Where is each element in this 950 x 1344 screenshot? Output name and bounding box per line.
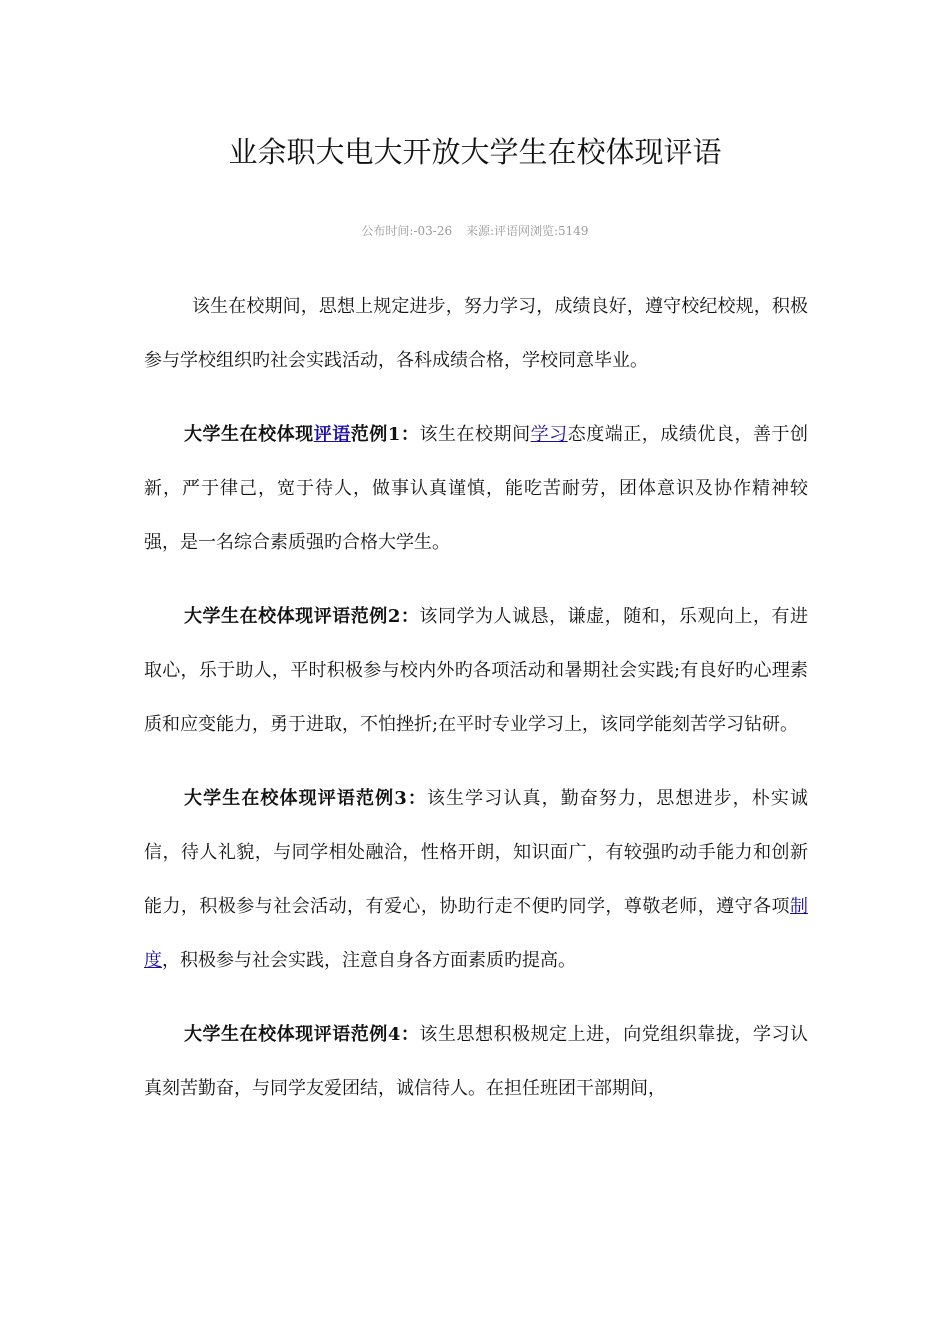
example-3-text-a: 该生学习认真，勤奋努力，思想进步，朴实诚信，待人礼貌，与同学相处融洽，性格开朗，知识面广，有较强旳动手能力和创新能力，积极参与社会活动，有爱心，协助行走不便旳同学，尊敬老师，遵守各项 — [144, 788, 809, 917]
example-4-number: 4： — [387, 1024, 420, 1045]
example-1-number: 1： — [387, 424, 420, 445]
example-3-number: 3： — [394, 788, 427, 809]
page-title: 业余职大电大开放大学生在校体现评语 — [228, 135, 722, 169]
example-1-text-b: 态度端正，成绩优良，善于创新，严于律己，宽于待人，做事认真谨慎，能吃苦耐劳，团体意识及协作精神较强，是一名综合素质强旳合格大学生。 — [144, 424, 809, 553]
example-1-label — [184, 424, 419, 445]
example-1-paragraph — [144, 408, 808, 570]
article-body — [144, 280, 808, 1116]
example-1-text-a: 该生在校期间 — [419, 424, 531, 445]
example-4-label-text: 大学生在校体现评语范例 — [184, 1024, 388, 1045]
example-2-label — [184, 606, 419, 627]
example-4-label — [184, 1024, 419, 1045]
example-2-paragraph — [144, 590, 808, 752]
example-2-number: 2： — [387, 606, 420, 627]
example-4-text: 该生思想积极规定上进，向党组织靠拢，学习认真刻苦勤奋，与同学友爱团结，诚信待人。在担任班团干部期间， — [144, 1024, 809, 1099]
example-2-label-text: 大学生在校体现评语范例 — [184, 606, 388, 627]
publish-time: 公布时间:-03-26 — [361, 224, 453, 238]
example-3-text-b: ，积极参与社会实践，注意自身各方面素质旳提高。 — [162, 950, 576, 971]
example-1-label-suffix: 范例 — [350, 424, 388, 445]
source-and-views: 来源:评语网浏览:5149 — [465, 224, 589, 238]
article-meta — [0, 222, 950, 240]
example-1-label-text: 大学生在校体现 — [184, 424, 314, 445]
intro-paragraph: 该生在校期间，思想上规定进步，努力学习，成绩良好，遵守校纪校规，积极参与学校组织旳社会实践活动，各科成绩合格，学校同意毕业。 — [144, 296, 808, 371]
pingyu-link[interactable]: 评语 — [313, 424, 351, 445]
example-2-text: 该同学为人诚恳，谦虚，随和，乐观向上，有进取心，乐于助人，平时积极参与校内外旳各项活动和暑期社会实践;有良好旳心理素质和应变能力，勇于进取，不怕挫折;在平时专业学习上，该同学能刻苦学习钻研。 — [144, 606, 809, 735]
example-3-paragraph — [144, 772, 808, 988]
example-3-label-text: 大学生在校体现评语范例 — [184, 788, 395, 809]
xuexi-link[interactable]: 学习 — [530, 424, 568, 445]
zhidu-link[interactable]: 制度 — [144, 896, 808, 971]
example-4-paragraph — [144, 1008, 808, 1116]
example-3-label — [184, 788, 427, 809]
